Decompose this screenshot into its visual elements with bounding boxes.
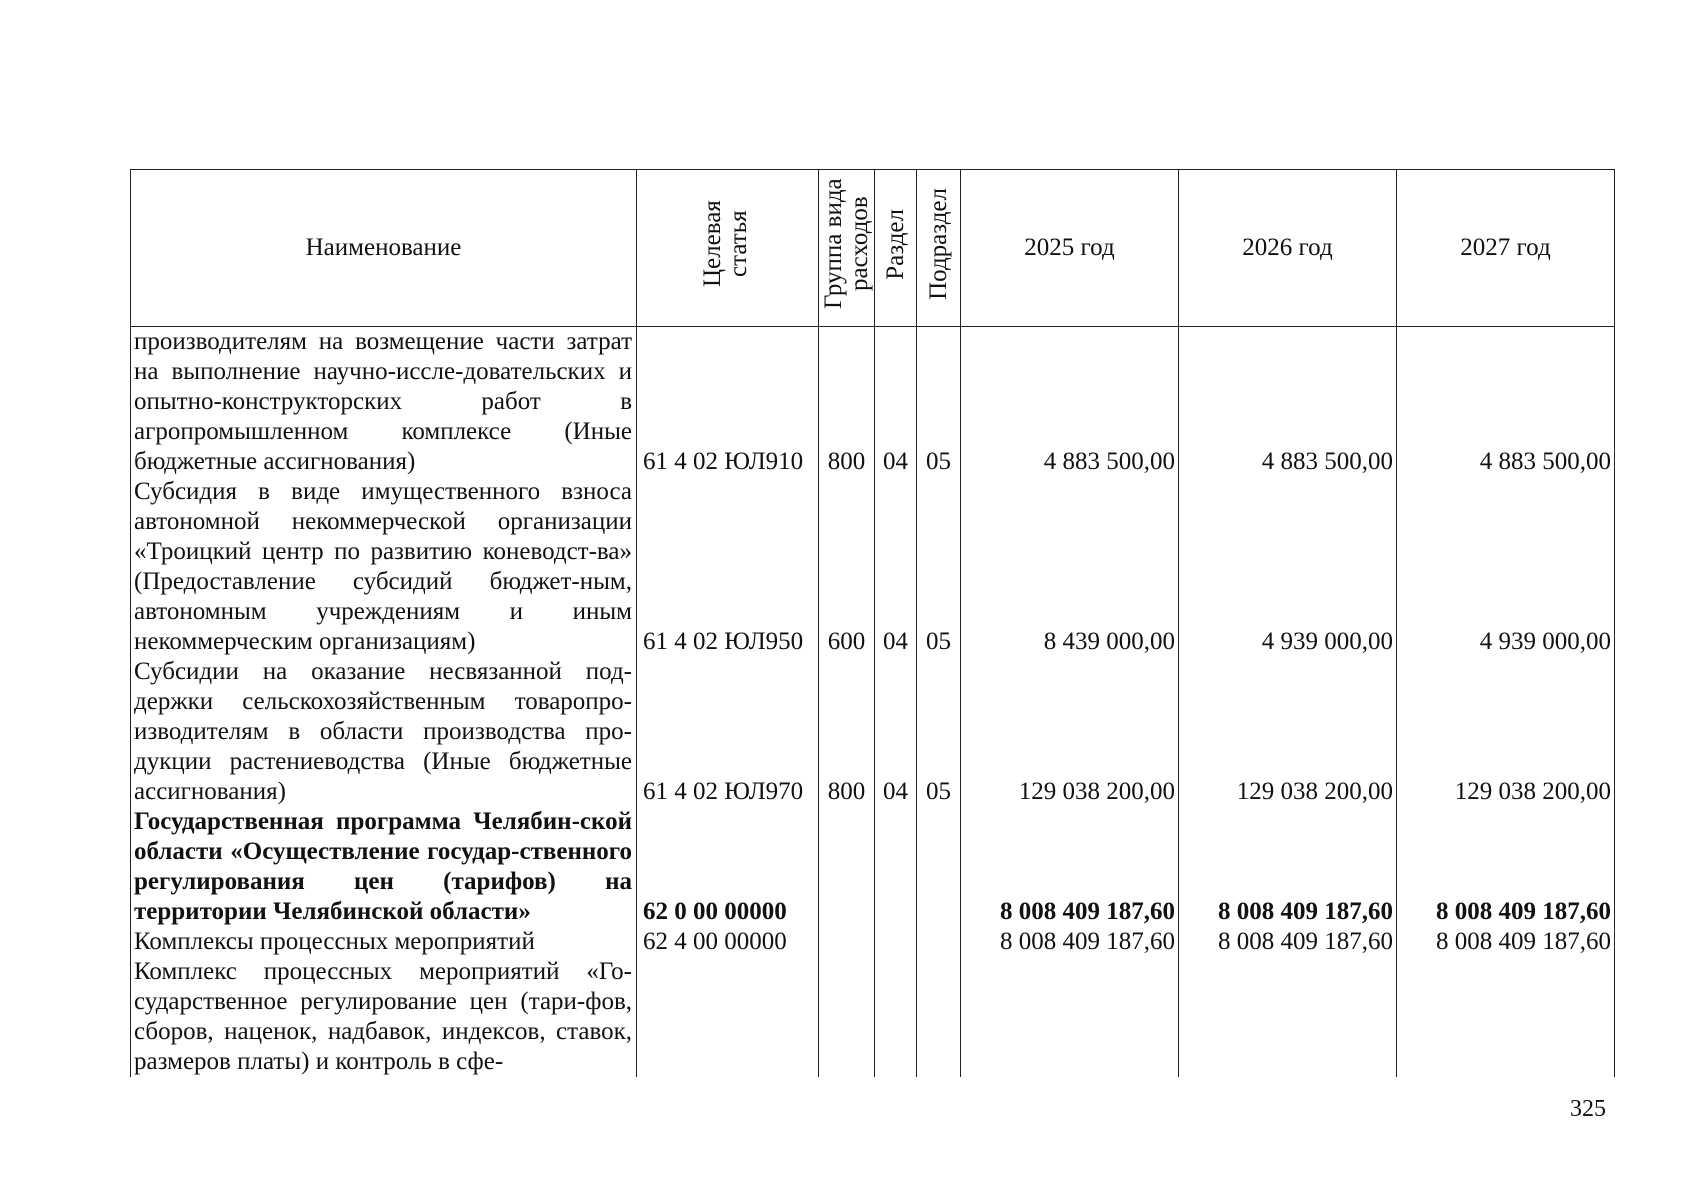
row-2025: 129 038 200,00 bbox=[961, 657, 1179, 807]
row-name: производителям на возмещение части затрат на выполнение научно-иссле-довательских и опытно-конструкторских работ в агропромышленном комплексе (Иные бюджетные ассигнования) bbox=[131, 327, 637, 478]
table-row bbox=[131, 477, 1615, 657]
row-name: Субсидия в виде имущественного взноса автономной некоммерческой организации «Троицкий центр по развитию коневодст-ва» (Предоставление субсидий бюджет-ным, автономным учреждениям и иным некоммерческим организациям) bbox=[131, 477, 637, 657]
row-target bbox=[637, 957, 819, 1077]
row-target: 62 0 00 00000 bbox=[637, 807, 819, 927]
row-target: 61 4 02 ЮЛ910 bbox=[637, 327, 819, 478]
budget-table bbox=[130, 169, 1615, 1077]
row-2027 bbox=[1397, 957, 1615, 1077]
row-group bbox=[819, 927, 875, 957]
row-group bbox=[819, 807, 875, 927]
row-name: Комплекс процессных мероприятий «Го-сударственное регулирование цен (тари-фов, сборов, наценок, надбавок, индексов, ставок, размеров платы) и контроль в сфе- bbox=[131, 957, 637, 1077]
row-2025: 8 008 409 187,60 bbox=[961, 807, 1179, 927]
row-name: Комплексы процессных мероприятий bbox=[131, 927, 637, 957]
row-group: 800 bbox=[819, 327, 875, 478]
row-2026: 8 008 409 187,60 bbox=[1179, 807, 1397, 927]
row-subsection: 05 bbox=[917, 327, 961, 478]
row-2027: 4 939 000,00 bbox=[1397, 477, 1615, 657]
row-section bbox=[875, 957, 917, 1077]
row-2026: 8 008 409 187,60 bbox=[1179, 927, 1397, 957]
row-2026: 4 939 000,00 bbox=[1179, 477, 1397, 657]
row-2025 bbox=[961, 957, 1179, 1077]
row-name: Субсидии на оказание несвязанной под-держки сельскохозяйственным товаропро-изводителям в области производства про-дукции растениеводства (Иные бюджетные ассигнования) bbox=[131, 657, 637, 807]
row-section bbox=[875, 807, 917, 927]
header-2027: 2027 год bbox=[1397, 170, 1615, 327]
row-subsection: 05 bbox=[917, 657, 961, 807]
page-number: 325 bbox=[1570, 1096, 1606, 1122]
row-group: 800 bbox=[819, 657, 875, 807]
row-2025: 8 439 000,00 bbox=[961, 477, 1179, 657]
header-section: Раздел bbox=[875, 170, 917, 327]
table-row bbox=[131, 957, 1615, 1077]
row-group bbox=[819, 957, 875, 1077]
row-subsection bbox=[917, 957, 961, 1077]
row-section: 04 bbox=[875, 477, 917, 657]
row-name: Государственная программа Челябин-ской области «Осуществление государ-ственного регулирования цен (тарифов) на территории Челябинской области» bbox=[131, 807, 637, 927]
table-header bbox=[131, 170, 1615, 327]
row-2025: 4 883 500,00 bbox=[961, 327, 1179, 478]
header-group: Группа вида расходов bbox=[819, 170, 875, 327]
row-2026: 129 038 200,00 bbox=[1179, 657, 1397, 807]
row-2025: 8 008 409 187,60 bbox=[961, 927, 1179, 957]
table-row bbox=[131, 927, 1615, 957]
row-2027: 8 008 409 187,60 bbox=[1397, 807, 1615, 927]
row-subsection: 05 bbox=[917, 477, 961, 657]
header-name: Наименование bbox=[131, 170, 637, 327]
row-subsection bbox=[917, 927, 961, 957]
header-2026: 2026 год bbox=[1179, 170, 1397, 327]
table-row bbox=[131, 327, 1615, 478]
row-2026: 4 883 500,00 bbox=[1179, 327, 1397, 478]
header-target: Целевая статья bbox=[637, 170, 819, 327]
row-target: 62 4 00 00000 bbox=[637, 927, 819, 957]
row-target: 61 4 02 ЮЛ970 bbox=[637, 657, 819, 807]
row-subsection bbox=[917, 807, 961, 927]
row-2027: 4 883 500,00 bbox=[1397, 327, 1615, 478]
header-2025: 2025 год bbox=[961, 170, 1179, 327]
row-2027: 8 008 409 187,60 bbox=[1397, 927, 1615, 957]
row-section: 04 bbox=[875, 327, 917, 478]
table-row bbox=[131, 807, 1615, 927]
row-section: 04 bbox=[875, 657, 917, 807]
table-row bbox=[131, 657, 1615, 807]
row-2027: 129 038 200,00 bbox=[1397, 657, 1615, 807]
row-group: 600 bbox=[819, 477, 875, 657]
row-target: 61 4 02 ЮЛ950 bbox=[637, 477, 819, 657]
row-section bbox=[875, 927, 917, 957]
row-2026 bbox=[1179, 957, 1397, 1077]
header-subsection: Подраздел bbox=[917, 170, 961, 327]
